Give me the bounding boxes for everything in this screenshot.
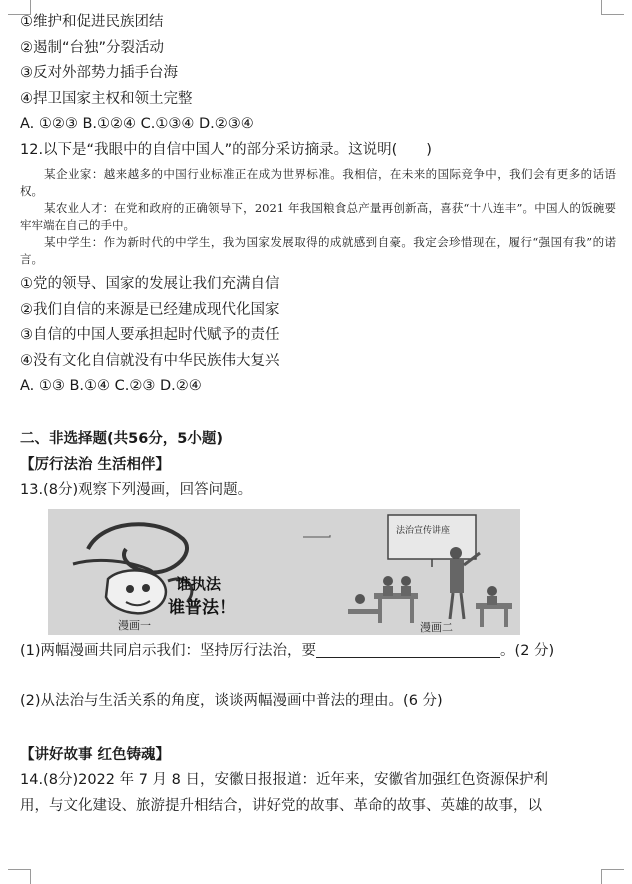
q12-stem: 12.以下是“我眼中的自信中国人”的部分采访摘录。这说明( ): [20, 141, 432, 158]
q12-interview-excerpts: [20, 166, 616, 268]
question-14: [20, 768, 616, 819]
q12-option-2: ②我们自信的来源是已经建成现代化国家: [20, 301, 280, 318]
q13-sub2: (2)从法治与生活关系的角度，谈谈两幅漫画中普法的理由。(6 分): [20, 692, 443, 709]
q13-sub1-answer-blank[interactable]: [316, 641, 500, 658]
q12-option-1: ①党的领导、国家的发展让我们充满自信: [20, 276, 280, 292]
q11-option-4: ④捍卫国家主权和领土完整: [20, 90, 193, 107]
question-12: [20, 138, 616, 400]
theme-red-stories: 【讲好故事 红色铸魂】: [20, 747, 171, 763]
crop-mark-bottom-left: [8, 869, 31, 884]
q12-quote-farmer: 某农业人才：在党和政府的正确领导下，2021 年我国粮食总产量再创新高，喜获“十八连丰”。中国人的饭碗要牢牢端在自己的手中。: [20, 201, 616, 232]
q14-line-1: 14.(8分)2022 年 7 月 8 日，安徽日报报道：近年来，安徽省加强红色资源保护利: [20, 772, 548, 788]
q14-line-2: 用，与文化建设、旅游提升相结合，讲好党的故事、革命的故事、英雄的故事，以: [20, 797, 542, 814]
q12-option-3: ③自信的中国人要承担起时代赋予的责任: [20, 327, 280, 343]
q11-option-2: ②遏制“台独”分裂活动: [20, 39, 165, 56]
q12-quote-student: 某中学生：作为新时代的中学生，我为国家发展取得的成就感到自豪。我定会珍惜现在，履行“强国有我”的诺言。: [20, 235, 616, 266]
q13-sub1: [20, 639, 616, 665]
crop-mark-bottom-right: [601, 869, 624, 884]
q11-options: [20, 10, 616, 138]
q11-option-3: ③反对外部势力插手台海: [20, 65, 178, 81]
q12-option-4: ④没有文化自信就没有中华民族伟大复兴: [20, 352, 280, 369]
q12-answer-choices: A. ①③ B.①④ C.②③ D.②④: [20, 378, 202, 394]
q11-answer-choices: A. ①②③ B.①②④ C.①③④ D.②③④: [20, 116, 254, 132]
q13-stem: 13.(8分)观察下列漫画，回答问题。: [20, 481, 253, 498]
q13-sub1-prompt: (1)两幅漫画共同启示我们：坚持厉行法治，要: [20, 643, 317, 659]
comic-right-board-text: 法治宣传讲座: [396, 526, 451, 536]
q13-comic-image: [48, 509, 520, 635]
comic-1-caption: 漫画一: [118, 619, 151, 632]
exam-page: [20, 10, 616, 819]
comic-left-text-who-popularizes: 谁普法！: [168, 598, 236, 618]
comic-left-text-who-enforces: 谁执法: [176, 575, 222, 593]
theme-rule-of-law: 【厉行法治 生活相伴】: [20, 456, 171, 473]
comic-2-caption: 漫画二: [420, 621, 453, 634]
section-2-title: 二、非选择题(共56分，5小题): [20, 430, 224, 447]
q11-option-1: ①维护和促进民族团结: [20, 14, 164, 30]
q13-sub1-points: 。(2 分): [500, 643, 555, 659]
q12-quote-entrepreneur: 某企业家：越来越多的中国行业标准正在成为世界标准。我相信，在未来的国际竞争中，我们会有更多的话语权。: [20, 167, 616, 198]
question-13: [20, 478, 616, 715]
